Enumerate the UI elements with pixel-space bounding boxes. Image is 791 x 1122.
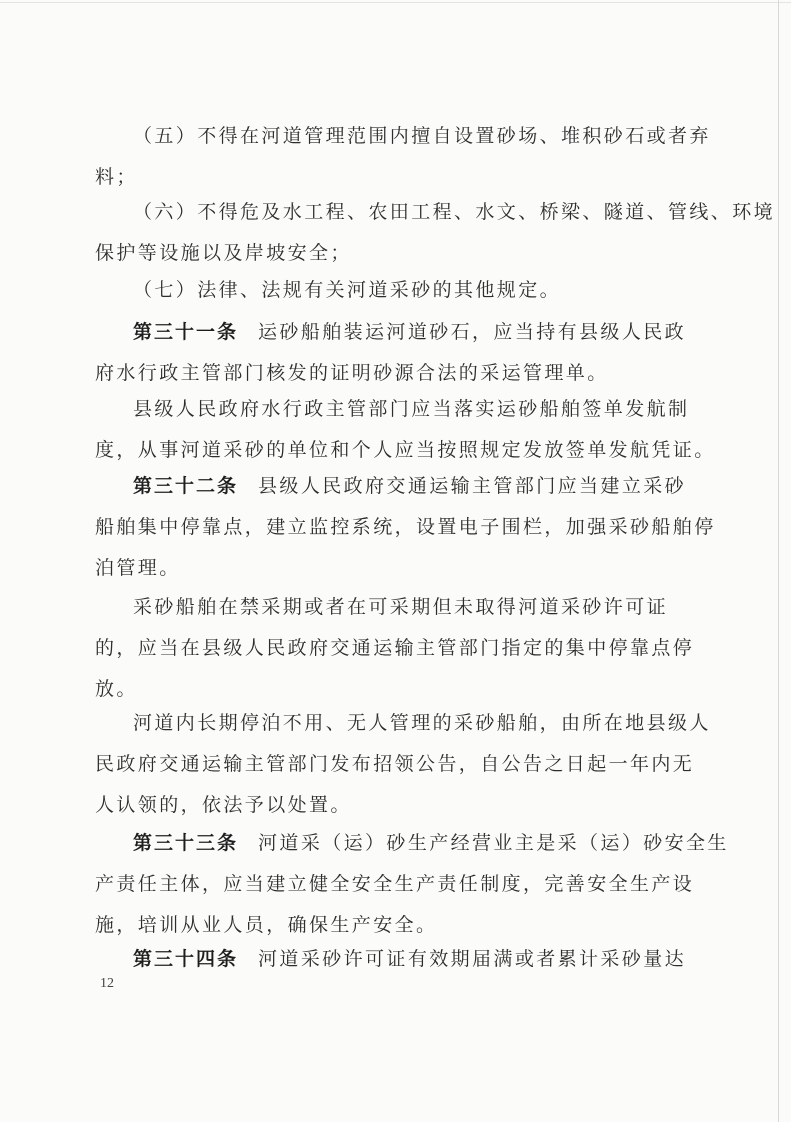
article-32-title: 第三十二条 bbox=[133, 475, 239, 497]
item-5 bbox=[95, 116, 711, 198]
article-32-paragraph-2 bbox=[95, 587, 695, 710]
article-31-p2-line-2: 度，从事河道采砂的单位和个人应当按照规定发放签单发航凭证。 bbox=[95, 439, 716, 461]
article-33-line-1 bbox=[95, 823, 729, 864]
article-32-line-2: 船舶集中停靠点，建立监控系统，设置电子围栏，加强采砂船舶停 bbox=[95, 516, 716, 538]
scan-right-edge bbox=[778, 0, 779, 1122]
article-31 bbox=[95, 312, 695, 394]
article-33-title: 第三十三条 bbox=[133, 832, 239, 854]
article-32-text-1: 县级人民政府交通运输主管部门应当建立采砂 bbox=[258, 475, 687, 497]
article-32-line-1 bbox=[95, 466, 695, 507]
item-6-line-2: 保护等设施以及岸坡安全； bbox=[95, 242, 352, 264]
article-33-line-3: 施，培训从业人员，确保生产安全。 bbox=[95, 914, 438, 936]
article-32-p2-line-1: 采砂船舶在禁采期或者在可采期但未取得河道采砂许可证 bbox=[133, 596, 669, 618]
item-6-line-1: （六）不得危及水工程、农田工程、水文、桥梁、隧道、管线、环境 bbox=[133, 201, 776, 223]
article-34-title: 第三十四条 bbox=[133, 948, 239, 970]
article-32-p2-line-3: 放。 bbox=[95, 678, 138, 700]
article-32-p3-line-3: 人认领的，依法予以处置。 bbox=[95, 794, 352, 816]
article-32-p3-line-1: 河道内长期停泊不用、无人管理的采砂船舶，由所在地县级人 bbox=[133, 712, 711, 734]
article-32-p3-line-2: 民政府交通运输主管部门发布招领公告，自公告之日起一年内无 bbox=[95, 753, 695, 775]
item-7 bbox=[95, 270, 695, 311]
article-34 bbox=[95, 939, 695, 980]
article-31-line-2: 府水行政主管部门核发的证明砂源合法的采运管理单。 bbox=[95, 362, 609, 384]
article-32-paragraph-3 bbox=[95, 703, 711, 826]
article-34-line-1 bbox=[95, 939, 695, 980]
item-7-line-1: （七）法律、法规有关河道采砂的其他规定。 bbox=[133, 279, 562, 301]
article-31-paragraph-2 bbox=[95, 389, 716, 471]
article-32-line-3: 泊管理。 bbox=[95, 557, 181, 579]
item-5-line-1: （五）不得在河道管理范围内擅自设置砂场、堆积砂石或者弃 bbox=[133, 125, 711, 147]
item-5-line-2: 料； bbox=[95, 166, 138, 188]
article-33-line-2: 产责任主体，应当建立健全安全生产责任制度，完善安全生产设 bbox=[95, 873, 695, 895]
article-33-text-1: 河道采（运）砂生产经营业主是采（运）砂安全生 bbox=[258, 832, 729, 854]
article-33 bbox=[95, 823, 729, 946]
article-34-text-1: 河道采砂许可证有效期届满或者累计采砂量达 bbox=[258, 948, 687, 970]
article-31-line-1 bbox=[95, 312, 695, 353]
article-31-title: 第三十一条 bbox=[133, 321, 239, 343]
item-6 bbox=[95, 192, 776, 274]
article-31-p2-line-1: 县级人民政府水行政主管部门应当落实运砂船舶签单发航制 bbox=[133, 398, 690, 420]
article-31-text-1: 运砂船舶装运河道砂石，应当持有县级人民政 bbox=[258, 321, 687, 343]
scan-top-edge bbox=[0, 2, 791, 3]
article-32-p2-line-2: 的，应当在县级人民政府交通运输主管部门指定的集中停靠点停 bbox=[95, 637, 695, 659]
article-32 bbox=[95, 466, 716, 589]
page-number: 12 bbox=[100, 976, 114, 991]
